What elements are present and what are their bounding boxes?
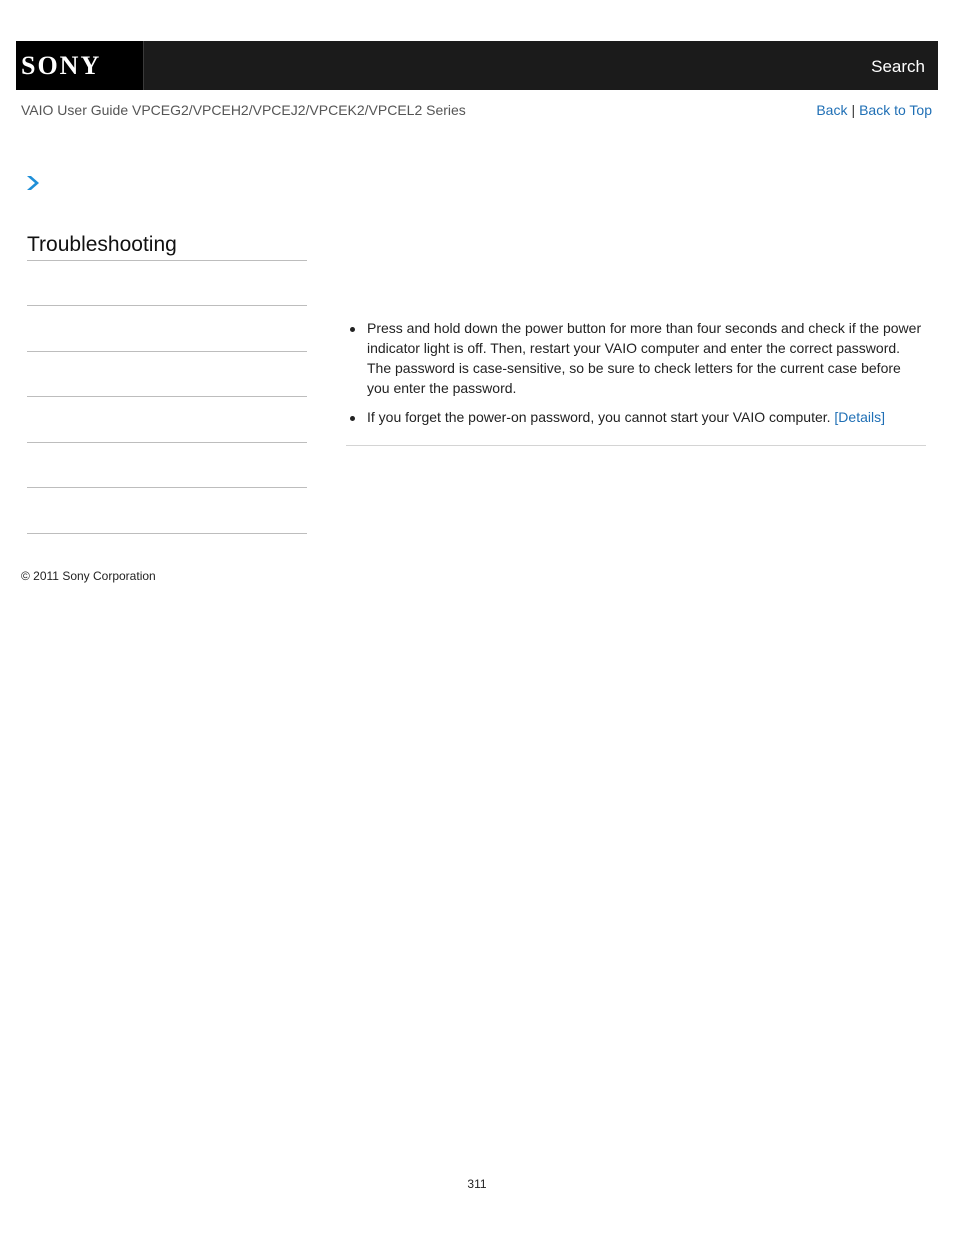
- content-divider: [346, 445, 926, 446]
- chevron-right-icon: [26, 175, 40, 191]
- list-item: [346, 318, 926, 398]
- sidebar-divider: [27, 260, 307, 261]
- list-item-text: Press and hold down the power button for more than four seconds and check if the power indicator light is off. Then, restart your VAIO computer and enter the correct password. The password is case-sensitive, so be sure to check letters for the current case before you enter the password.: [367, 320, 922, 396]
- solution-list: [346, 318, 926, 427]
- details-link[interactable]: [Details]: [834, 409, 885, 425]
- bullet-icon: [350, 327, 355, 332]
- sidebar-divider: [27, 533, 307, 534]
- sidebar-divider: [27, 305, 307, 306]
- back-to-top-link[interactable]: Back to Top: [859, 102, 932, 118]
- top-nav-links: [816, 102, 932, 119]
- list-item: [346, 407, 926, 427]
- guide-title: VAIO User Guide VPCEG2/VPCEH2/VPCEJ2/VPCEK2/VPCEL2 Series: [21, 102, 466, 118]
- bullet-icon: [350, 416, 355, 421]
- copyright: © 2011 Sony Corporation: [21, 569, 156, 583]
- sidebar-divider: [27, 442, 307, 443]
- sidebar-divider: [27, 487, 307, 488]
- page-number: 311: [467, 1177, 487, 1191]
- list-item-text: If you forget the power-on password, you cannot start your VAIO computer.: [367, 409, 835, 425]
- nav-separator: |: [851, 102, 856, 118]
- sidebar-divider: [27, 351, 307, 352]
- header-bar: [16, 41, 938, 90]
- back-link[interactable]: Back: [816, 102, 848, 118]
- main-content: [346, 318, 926, 436]
- sony-logo-text: SONY: [21, 51, 102, 80]
- sidebar-divider: [27, 396, 307, 397]
- section-title: Troubleshooting: [27, 233, 177, 256]
- search-button[interactable]: Search: [871, 57, 925, 76]
- sony-logo[interactable]: [16, 41, 144, 90]
